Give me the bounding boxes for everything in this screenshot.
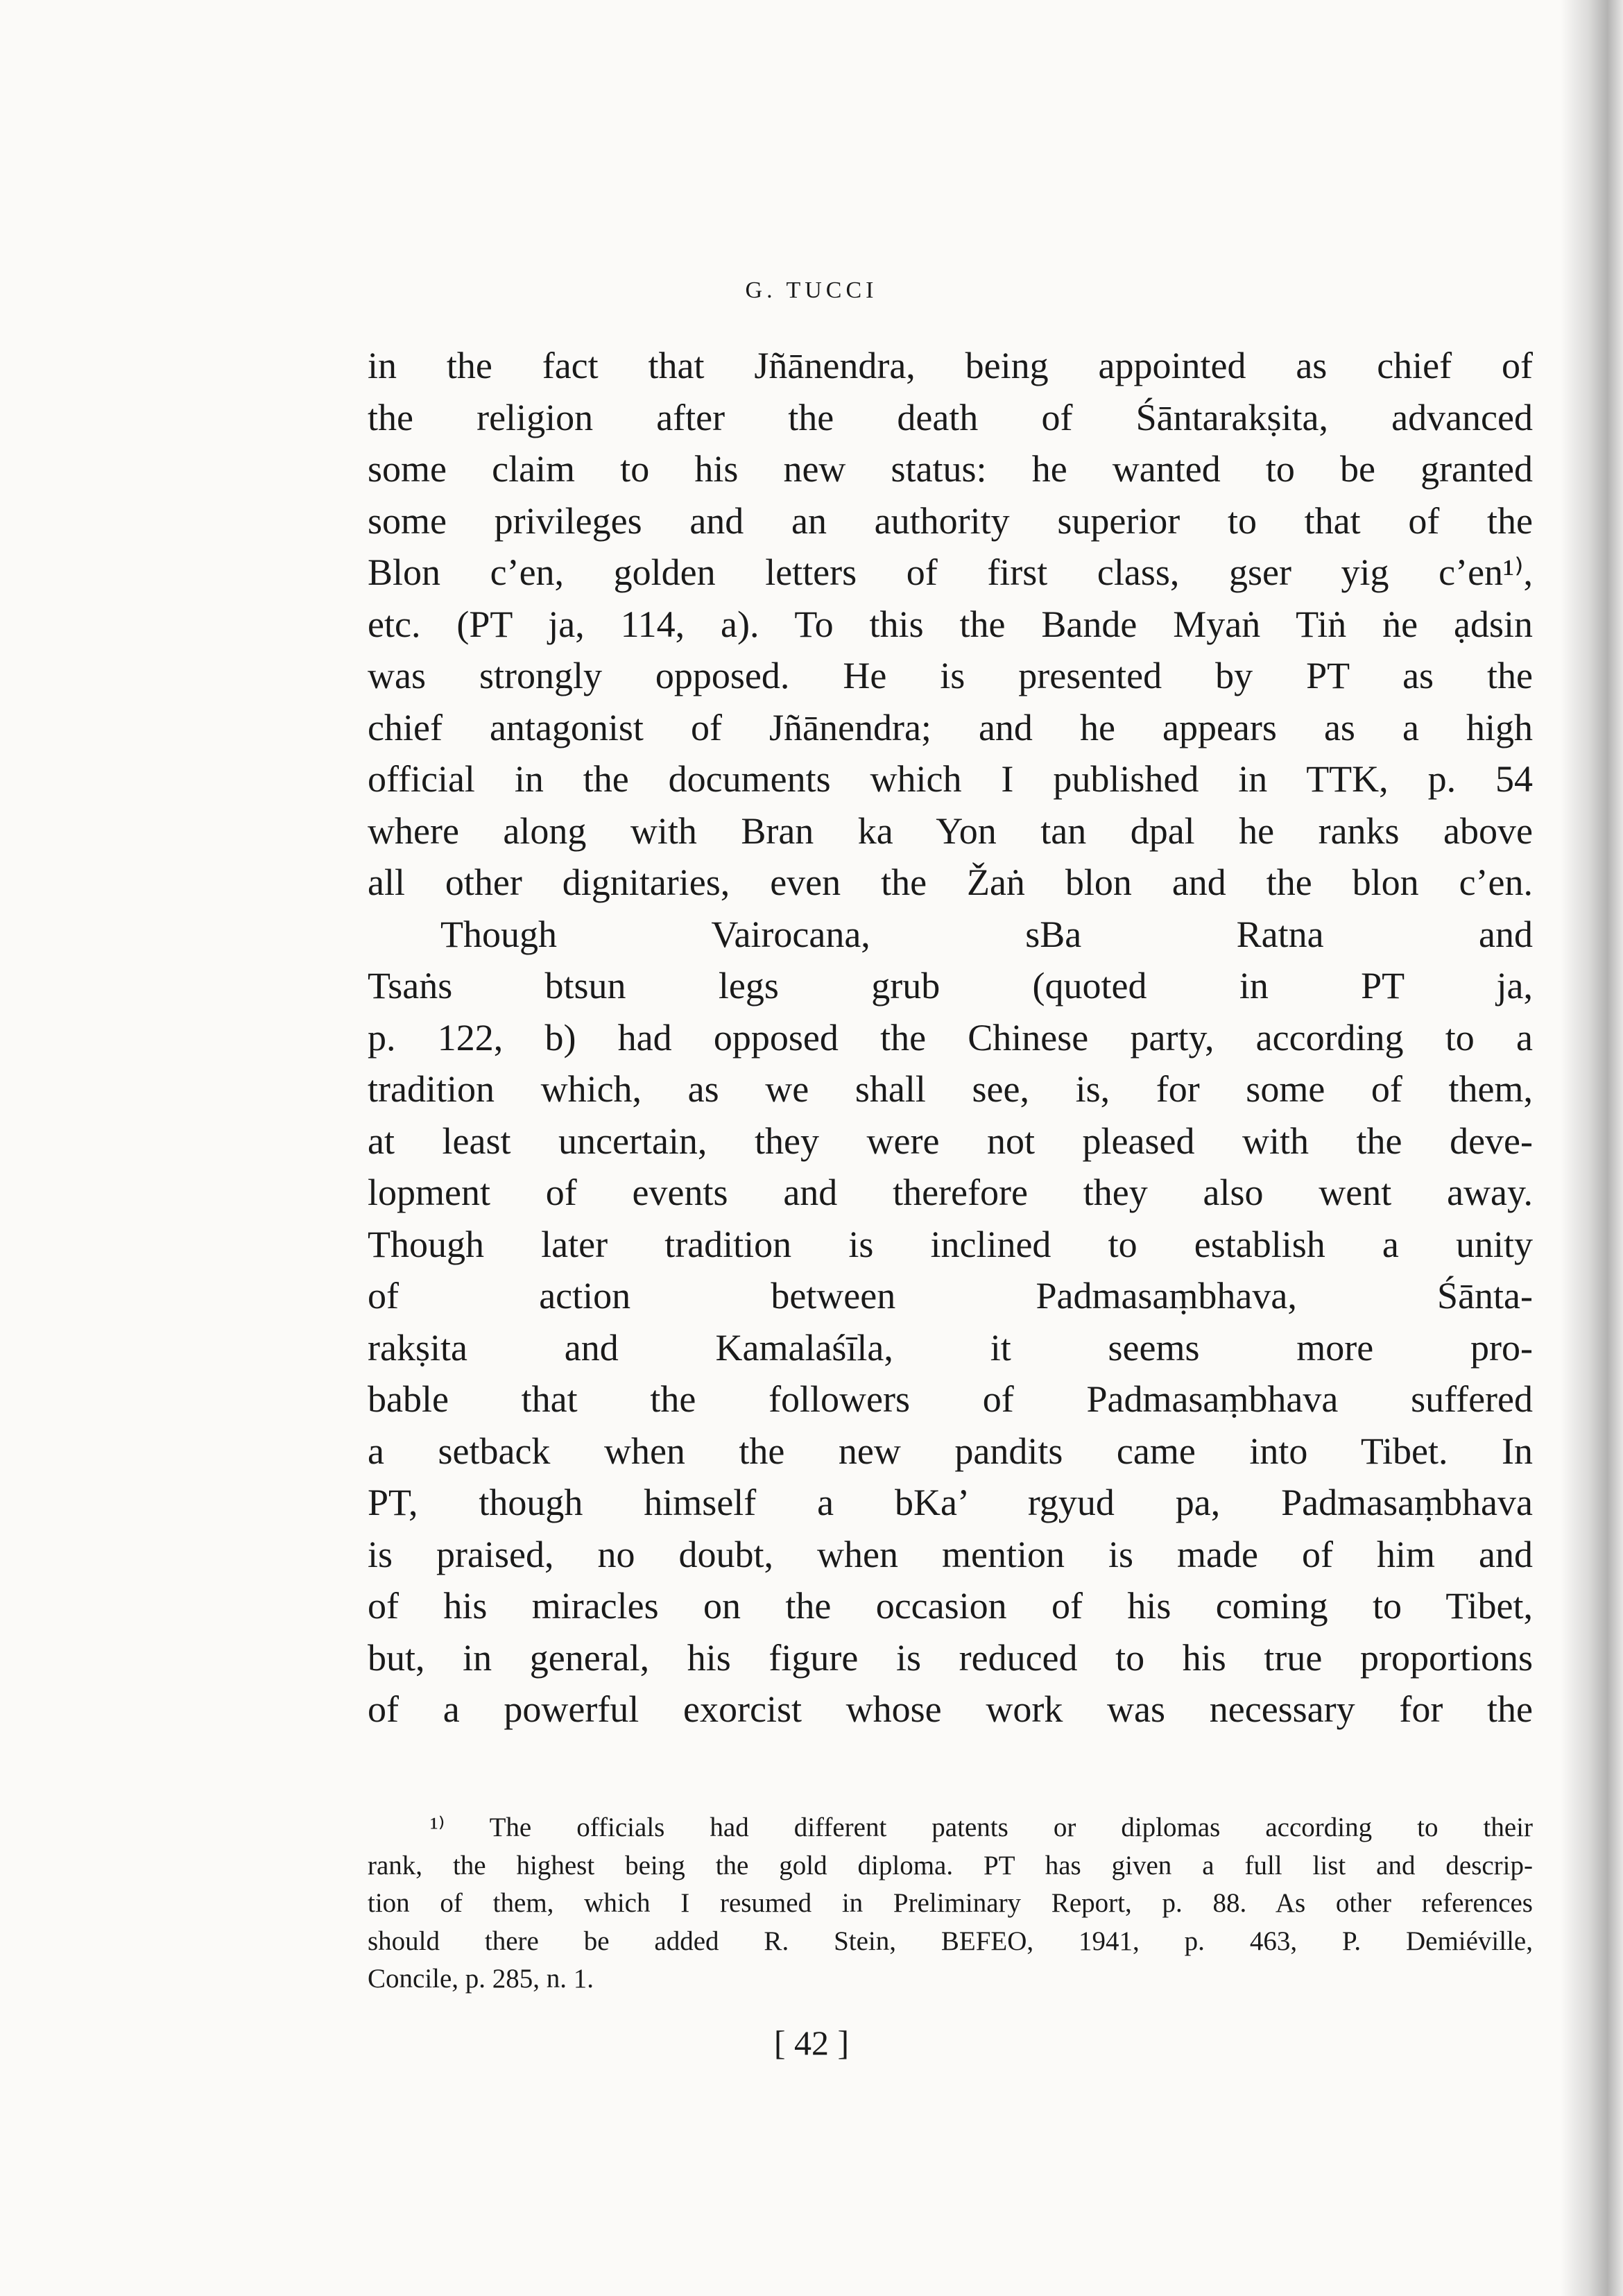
body-line: Though later tradition is inclined to establish a unity [368,1223,1533,1265]
body-line: some claim to his new status: he wanted to be granted [368,448,1533,490]
body-line: a setback when the new pandits came into Tibet. In [368,1430,1533,1472]
footnote-line: Concile, p. 285, n. 1. [368,1964,594,1994]
body-line: p. 122, b) had opposed the Chinese party, according to a [368,1016,1533,1059]
body-text [368,340,1533,1736]
footnote-line: tion of them, which I resumed in Preliminary Report, p. 88. As other references [368,1888,1533,1918]
body-line: some privileges and an authority superior to that of the [368,499,1533,542]
body-line: of action between Padmasaṃbhava, Śānta- [368,1275,1533,1317]
body-line: of a powerful exorcist whose work was necessary for the [368,1688,1533,1730]
body-line: Though Vairocana, sBa Ratna and [440,913,1533,955]
body-line: in the fact that Jñānendra, being appointed as chief of [368,345,1533,386]
footnote-line: rank, the highest being the gold diploma. PT has given a full list and descrip- [368,1850,1533,1881]
body-line: lopment of events and therefore they also went away. [368,1172,1533,1213]
body-line: of his miracles on the occasion of his coming to Tibet, [368,1585,1533,1627]
body-line: PT, though himself a bKa’ rgyud pa, Padmasaṃbhava [368,1482,1533,1523]
body-line: was strongly opposed. He is presented by PT as the [368,655,1533,696]
body-line: Blon c’en, golden letters of first class, gser yig c’en¹⁾, [368,551,1533,593]
body-line: bable that the followers of Padmasaṃbhava suffered [368,1378,1533,1420]
footnotes [368,1809,1533,1998]
body-line: but, in general, his figure is reduced to his true proportions [368,1636,1533,1679]
body-line: where along with Bran ka Yon tan dpal he ranks above [368,809,1533,852]
page-number: [ 42 ] [773,2023,850,2062]
body-line: etc. (PT ja, 114, a). To this the Bande Myaṅ Tiṅ ṅe ạdsin [368,603,1533,645]
body-line: Tsaṅs btsun legs grub (quoted in PT ja, [368,965,1533,1006]
footnote-line: should there be added R. Stein, BEFEO, 1941, p. 463, P. Demiéville, [368,1926,1533,1956]
body-line: chief antagonist of Jñānendra; and he appears as a high [368,706,1533,748]
footnote-line: ¹⁾ The officials had different patents or diplomas according to their [430,1813,1533,1842]
body-line: at least uncertain, they were not pleased with the deve- [368,1120,1533,1162]
scan-edge-shadow [1561,0,1623,2296]
running-header: G. TUCCI [745,277,878,303]
body-line: tradition which, as we shall see, is, for some of them, [368,1068,1533,1110]
body-line: the religion after the death of Śāntarakṣita, advanced [368,396,1533,438]
body-line: rakṣita and Kamalaśīla, it seems more pro- [368,1326,1533,1369]
body-line: is praised, no doubt, when mention is made of him and [368,1533,1533,1575]
body-line: all other dignitaries, even the Žaṅ blon and the blon c’en. [368,862,1533,903]
body-line: official in the documents which I published in TTK, p. 54 [368,758,1533,800]
